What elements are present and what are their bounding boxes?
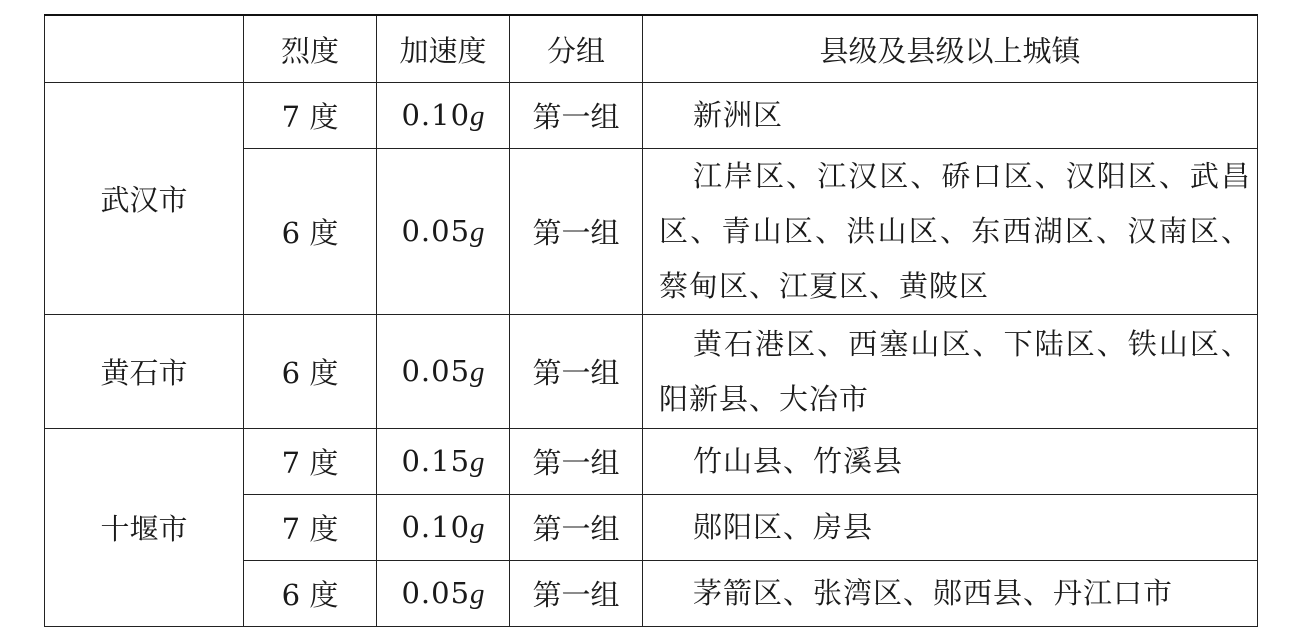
intensity-cell: 6 度 [244,315,377,429]
acceleration-cell [377,429,510,495]
acceleration-unit: g [470,512,485,544]
city-cell: 武汉市 [45,83,244,315]
towns-cell: 竹山县、竹溪县 [643,429,1258,495]
group-cell: 第一组 [510,561,643,627]
towns-cell: 茅箭区、张湾区、郧西县、丹江口市 [643,561,1258,627]
group-cell: 第一组 [510,429,643,495]
acceleration-unit: g [470,356,485,388]
group-cell: 第一组 [510,495,643,561]
header-region [45,15,244,83]
towns-cell: 江岸区、江汉区、硚口区、汉阳区、武昌区、青山区、洪山区、东西湖区、汉南区、蔡甸区、江夏区、黄陂区 [643,149,1258,315]
acceleration-unit: g [470,100,485,132]
header-towns: 县级及县级以上城镇 [643,15,1258,83]
group-cell: 第一组 [510,315,643,429]
intensity-cell: 6 度 [244,561,377,627]
acceleration-value: 0.10 [401,98,471,132]
acceleration-value: 0.05 [401,576,471,610]
table-row [45,315,1258,429]
acceleration-cell [377,83,510,149]
acceleration-value: 0.05 [401,354,471,388]
intensity-cell: 7 度 [244,495,377,561]
acceleration-unit: g [470,446,485,478]
city-cell: 黄石市 [45,315,244,429]
acceleration-value: 0.05 [401,214,471,248]
acceleration-cell [377,495,510,561]
acceleration-cell [377,315,510,429]
intensity-cell: 7 度 [244,429,377,495]
towns-cell: 黄石港区、西塞山区、下陆区、铁山区、阳新县、大冶市 [643,315,1258,429]
intensity-cell: 6 度 [244,149,377,315]
seismic-table [44,14,1258,627]
header-acceleration: 加速度 [377,15,510,83]
header-row [45,15,1258,83]
acceleration-cell [377,149,510,315]
group-cell: 第一组 [510,83,643,149]
acceleration-unit: g [470,216,485,248]
acceleration-cell [377,561,510,627]
table-row [45,83,1258,149]
header-intensity: 烈度 [244,15,377,83]
towns-cell: 新洲区 [643,83,1258,149]
acceleration-unit: g [470,578,485,610]
acceleration-value: 0.10 [401,510,471,544]
city-cell: 十堰市 [45,429,244,627]
intensity-cell: 7 度 [244,83,377,149]
header-group: 分组 [510,15,643,83]
table-row [45,429,1258,495]
towns-cell: 郧阳区、房县 [643,495,1258,561]
group-cell: 第一组 [510,149,643,315]
acceleration-value: 0.15 [401,444,471,478]
